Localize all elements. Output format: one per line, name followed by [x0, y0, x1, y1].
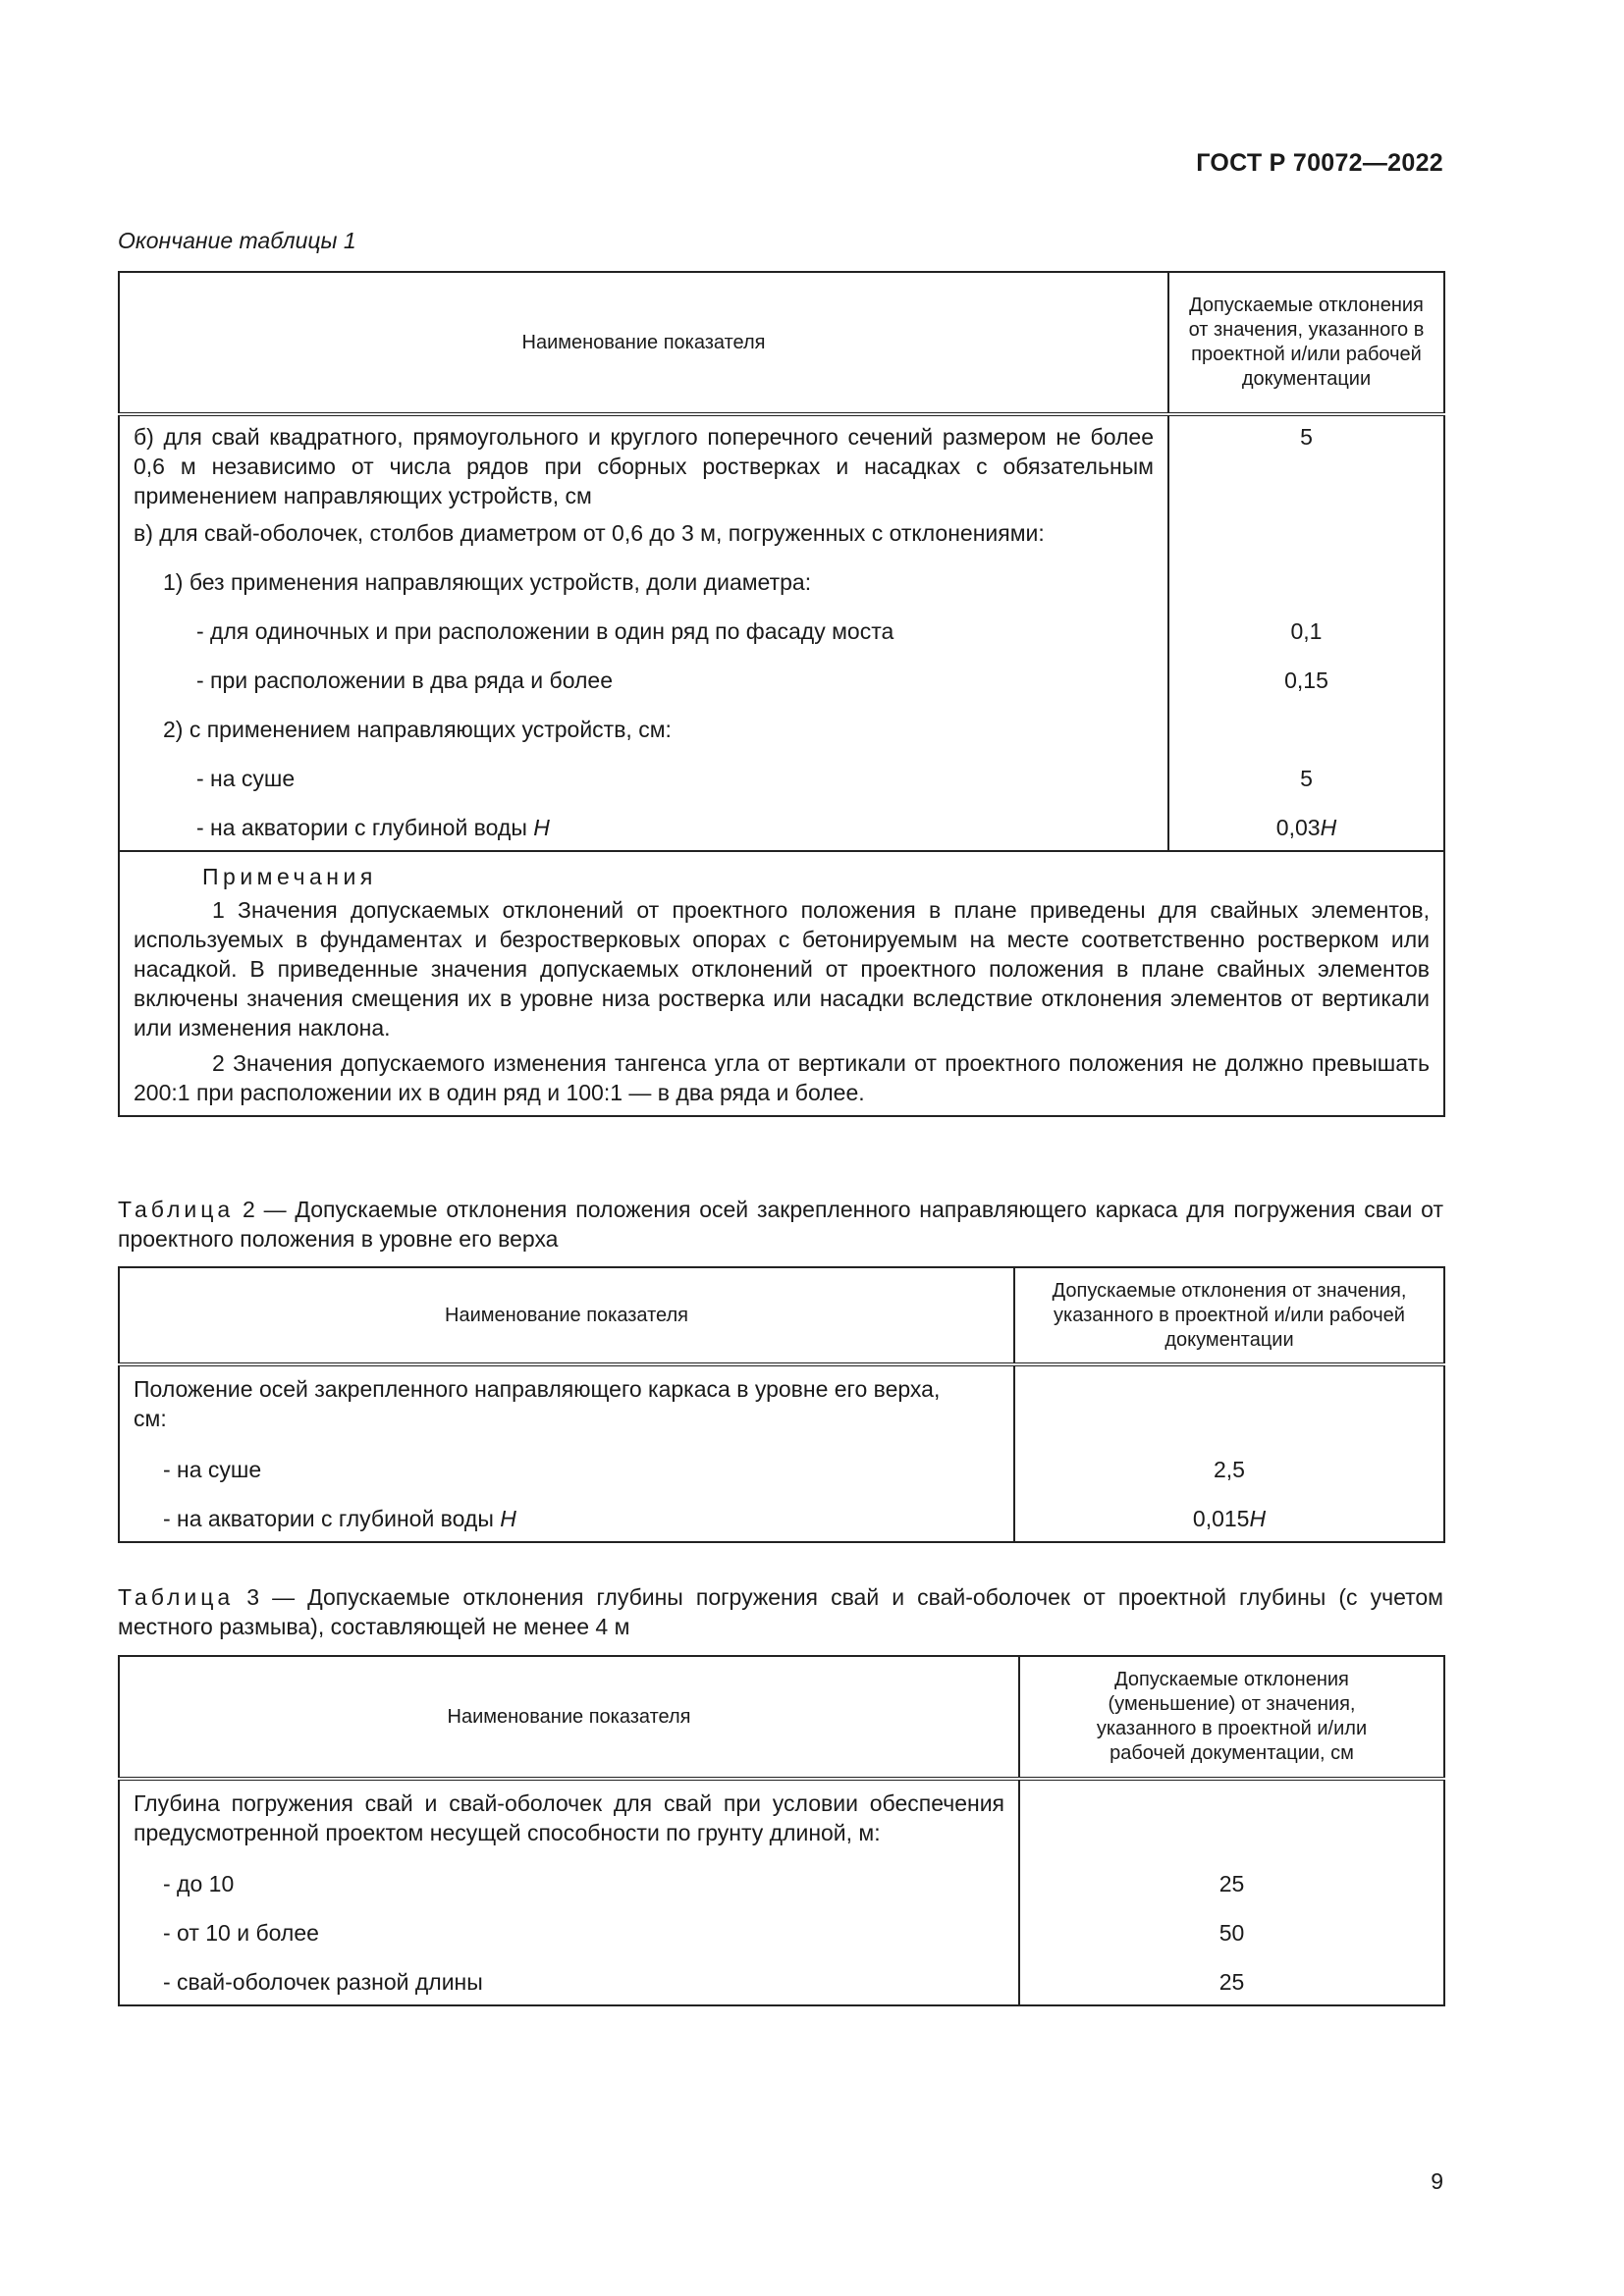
table1-row-c1b-text: - при расположении в два ряда и более	[196, 667, 613, 693]
table2-row3-text: - на акватории с глубиной воды	[163, 1506, 494, 1531]
table3-row4-text: - свай-оболочек разной длины	[163, 1969, 483, 1995]
table1-col1-header: Наименование показателя	[119, 272, 1168, 414]
table1-row-c2b-value-var: H	[1320, 815, 1337, 840]
table1-row-c2b-number: 0,03	[1275, 815, 1321, 840]
table1-row-c2a-value: 5	[1300, 766, 1313, 791]
table1-row-c1-text: 1) без применения направляющих устройств, доли диаметра:	[163, 569, 812, 595]
table3-col2-header: Допускаемые отклонения (уменьшение) от значения, указанного в проектной и/или рабочей документации, см	[1019, 1656, 1444, 1779]
table3-col1-header: Наименование показателя	[119, 1656, 1019, 1779]
table-1	[118, 271, 1445, 1117]
table1-note-1: 1 Значения допускаемых отклонений от проектного положения в плане приведены для свайных элементов, используемых в фундаментах и безростверковых опорах с бетонируемым на месте соответственно ростверком или насадкой. В приведенные значения допускаемых отклонений от проектного положения в плане свайных элементов включены значения смещения их в уровне низа ростверка или насадки вследствие отклонения элементов от вертикали или изменения наклона.	[134, 897, 1430, 1041]
table3-row2-value: 25	[1218, 1871, 1245, 1896]
table3-row3-value: 50	[1218, 1920, 1245, 1946]
table2-row3-number: 0,015	[1192, 1506, 1250, 1531]
table1-row-c1b-value: 0,15	[1284, 667, 1328, 693]
table1-row-b-value: 5	[1300, 424, 1313, 450]
table3-row3-text: - от 10 и более	[163, 1920, 319, 1946]
table-2	[118, 1266, 1445, 1543]
table2-caption-word: Таблица	[118, 1197, 235, 1222]
table1-row-c2b-text: - на акватории с глубиной воды	[196, 815, 527, 840]
table2-body-row	[119, 1364, 1444, 1542]
table1-body-values	[1168, 414, 1444, 851]
table2-col1-header: Наименование показателя	[119, 1267, 1014, 1364]
table1-row-c2b-var: H	[533, 815, 550, 840]
table3-row1-text: Глубина погружения свай и свай-оболочек для свай при условии обеспечения предусмотренной проектом несущей способности по грунту длиной, м:	[134, 1790, 1004, 1845]
table2-body-values	[1014, 1364, 1444, 1542]
table2-row1-text: Положение осей закрепленного направляющего каркаса в уровне его верха, см:	[134, 1376, 941, 1431]
document-code: ГОСТ Р 70072—2022	[1196, 149, 1443, 177]
table2-row3-value	[1025, 1504, 1434, 1533]
table2-body-names	[119, 1364, 1014, 1542]
table1-header-row	[119, 272, 1444, 414]
page-number: 9	[1431, 2168, 1443, 2194]
table2-row3-var: H	[500, 1506, 516, 1531]
table2-caption	[118, 1195, 1443, 1254]
table3-body-row	[119, 1779, 1444, 2005]
table1-row-c2a-text: - на суше	[196, 766, 296, 791]
table1-row-c2-text: 2) с применением направляющих устройств, см:	[163, 717, 672, 742]
table2-row2-value: 2,5	[1214, 1457, 1245, 1482]
table-3	[118, 1655, 1445, 2006]
table1-notes-row	[119, 851, 1444, 1116]
table3-body-names	[119, 1779, 1019, 2005]
table1-row-c2b	[134, 813, 1154, 842]
table1-note-2: 2 Значения допускаемого изменения тангенса угла от вертикали от проектного положения не должно превышать 200:1 при расположении их в один ряд и 100:1 — в два ряда и более.	[134, 1050, 1430, 1105]
table3-row4-value: 25	[1218, 1969, 1245, 1995]
table1-row-c-text: в) для свай-оболочек, столбов диаметром от 0,6 до 3 м, погруженных с отклонениями:	[134, 520, 1045, 546]
table1-row-c1a-value: 0,1	[1290, 618, 1323, 644]
table2-row3	[134, 1504, 1000, 1533]
table1-row-b-text: б) для свай квадратного, прямоугольного и круглого поперечного сечений размером не более 0,6 м независимо от числа рядов при сборных ростверках и насадках с обязательным применением направляющих устройств, см	[134, 424, 1154, 508]
table3-body-values	[1019, 1779, 1444, 2005]
table2-col2-header: Допускаемые отклонения от значения, указанного в проектной и/или рабочей документации	[1014, 1267, 1444, 1364]
table2-row3-value-var: H	[1249, 1506, 1267, 1531]
table1-notes	[119, 851, 1444, 1116]
table1-row-c2b-value	[1179, 813, 1434, 842]
table1-col2-header: Допускаемые отклонения от значения, указанного в проектной и/или рабочей документации	[1168, 272, 1444, 414]
table2-header-row	[119, 1267, 1444, 1364]
table3-caption	[118, 1582, 1443, 1641]
table1-row-c1a-text: - для одиночных и при расположении в один ряд по фасаду моста	[196, 618, 894, 644]
table1-notes-title: Примечания	[202, 864, 377, 889]
table3-caption-text: 3 — Допускаемые отклонения глубины погружения свай и свай-оболочек от проектной глубины (с учетом местного размыва), составляющей не менее 4 м	[118, 1584, 1443, 1639]
table1-body-row	[119, 414, 1444, 851]
table1-continuation-label: Окончание таблицы 1	[118, 228, 356, 253]
table3-header-row	[119, 1656, 1444, 1779]
table3-caption-word: Таблица	[118, 1584, 235, 1610]
table1-body-names	[119, 414, 1168, 851]
table3-row2-text: - до 10	[163, 1871, 235, 1896]
table2-row2-text: - на суше	[163, 1457, 262, 1482]
table2-caption-text: 2 — Допускаемые отклонения положения осей закрепленного направляющего каркаса для погружения сваи от проектного положения в уровне его верха	[118, 1197, 1443, 1252]
